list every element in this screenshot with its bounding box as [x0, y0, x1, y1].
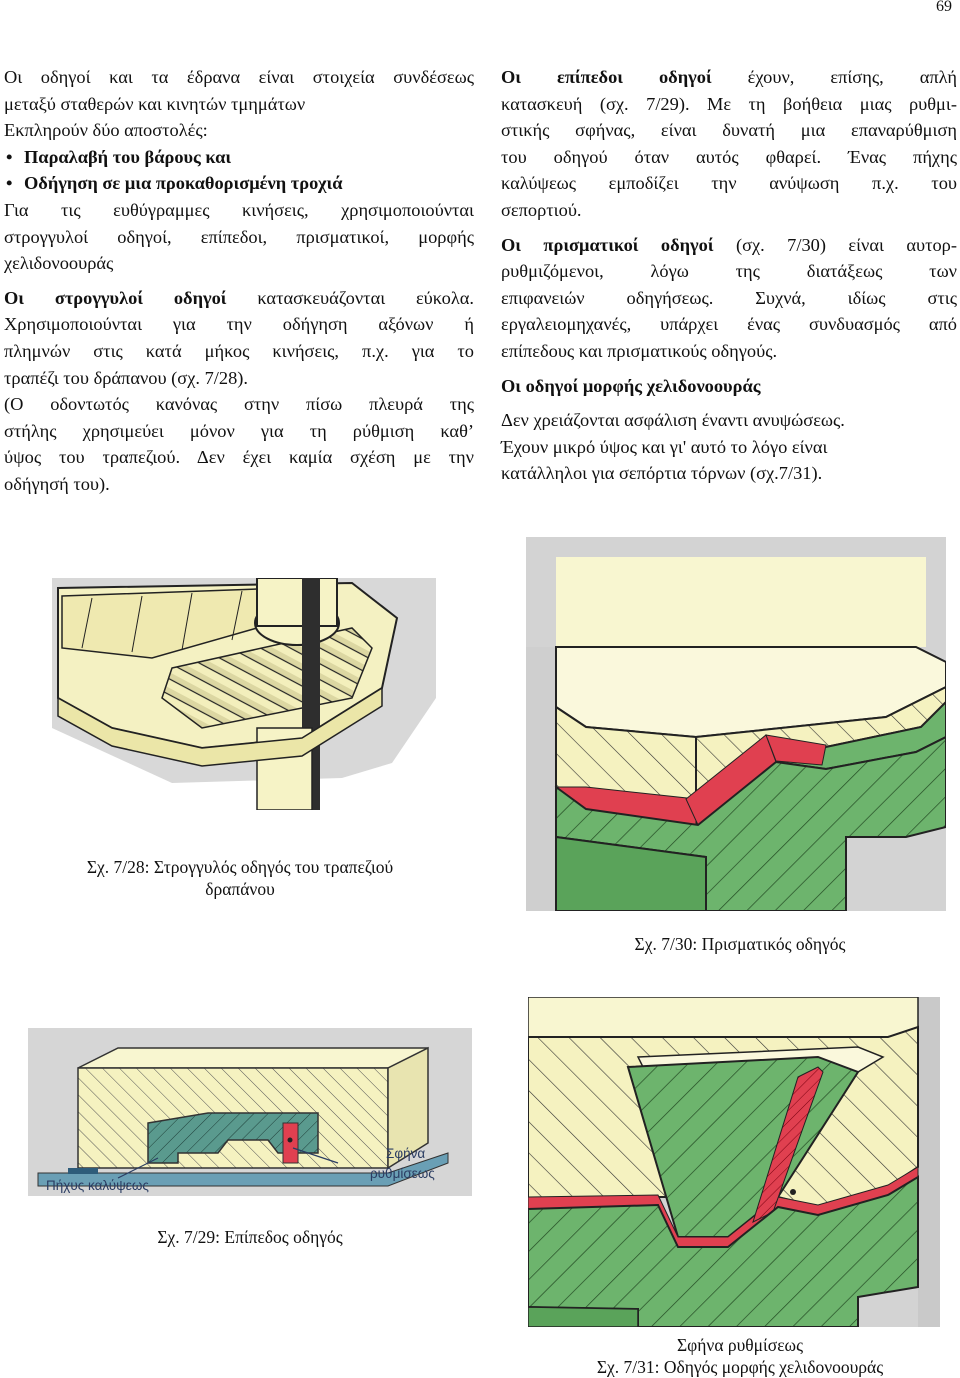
text-line: καλύψεως εμποδίζει την ανύψωση π.χ. του: [501, 173, 957, 194]
right-column: [501, 64, 957, 487]
text-line: Οι οδηγοί και τα έδρανα είναι στοιχεία συνδέσεως: [4, 67, 474, 87]
text-line: κατασκευή (σχ. 7/29). Με τη βοήθεια μιας ρυθμι-: [501, 93, 957, 114]
text-line: στήλης χρησιμεύει μόνον για τη ρύθμιση καθ’: [4, 420, 474, 441]
text-line: Οι επίπεδοι οδηγοί έχουν, επίσης, απλή: [501, 67, 957, 87]
bullet-item: • Οδήγηση σε μια προκαθορισμένη τροχιά: [4, 170, 474, 197]
figure-7-29-illustration: [28, 1028, 472, 1196]
text-line: Δεν χρειάζονται ασφάλιση έναντι ανυψώσεως.: [501, 410, 845, 431]
figure-7-28-caption: Σχ. 7/28: Στρογγυλός οδηγός του τραπεζιού δραπάνου: [86, 857, 394, 899]
figure-7-30-caption: Σχ. 7/30: Πρισματικός οδηγός: [634, 934, 846, 954]
text-line: ρυθμιζόμενοι, λόγω της διατάξεως των: [501, 261, 957, 282]
text-line: επιφανειών οδηγήσεως. Συχνά, ιδίως στις: [501, 287, 957, 308]
text-line: μεταξύ σταθερών και κινητών τμημάτων: [4, 93, 306, 114]
label-wedge-line2: ρυθμίσεως: [370, 1166, 435, 1181]
figure-7-30-illustration: [526, 537, 946, 911]
text-line: του οδηγού όταν αυτός φθαρεί. Ένας πήχης: [501, 146, 957, 167]
text-line: Εκπληρούν δύο αποστολές:: [4, 120, 208, 141]
page-number: 69: [936, 0, 952, 15]
text-line: ύψος του τραπεζιού. Δεν έχει καμία σχέση με την: [4, 447, 474, 468]
text-line: τραπέζι του δράπανου (σχ. 7/28).: [4, 367, 248, 388]
text-line: χελιδονοουράς: [4, 253, 114, 274]
left-column: [4, 64, 474, 498]
label-cover-strip: Πήχυς καλύψεως: [46, 1178, 149, 1193]
text-line: Οι πρισματικοί οδηγοί (σχ. 7/30) είναι αυτορ-: [501, 234, 957, 255]
section-heading: Οι οδηγοί μορφής χελιδονοουράς: [501, 375, 761, 396]
text-line: πλημνών στις κατά μήκος κινήσεις, π.χ. για το: [4, 340, 474, 361]
text-line: (Ο οδοντωτός κανόνας στην πίσω πλευρά της: [4, 394, 474, 415]
label-adjusting-wedge: Σφήνα ρυθμίσεως: [677, 1335, 803, 1355]
text-line: στρογγυλοί οδηγοί, επίπεδοι, πρισματικοί, μορφής: [4, 226, 474, 247]
text-line: επίπεδους και πρισματικούς οδηγούς.: [501, 340, 778, 361]
figure-7-29-caption: Σχ. 7/29: Επίπεδος οδηγός: [157, 1227, 343, 1247]
text-line: σεπορτιού.: [501, 199, 582, 220]
text-line: στικής σφήνας, είναι δυνατή μια επαναρύθμιση: [501, 120, 957, 141]
text-line: εργαλειομηχανές, υπάρχει ένας συνδυασμός από: [501, 314, 957, 335]
figure-7-28-illustration: [52, 578, 436, 810]
text-line: Για τις ευθύγραμμες κινήσεις, χρησιμοποιούνται: [4, 199, 474, 220]
bold-term: Οι στρογγυλοί οδηγοί: [4, 287, 227, 308]
text-line: Χρησιμοποιούνται για την οδήγηση αξόνων ή: [4, 314, 474, 335]
label-wedge-line1: Σφήνα: [386, 1146, 426, 1161]
text-line: οδήγησή του).: [4, 473, 110, 494]
figure-7-31-illustration: [528, 997, 940, 1327]
text-line: κατάλληλοι για σεπόρτια τόρνων (σχ.7/31).: [501, 463, 823, 484]
figure-7-31-caption: Σφήνα ρυθμίσεως Σχ. 7/31: Οδηγός μορφής χελιδονοουράς: [560, 1334, 920, 1378]
text-line: Οι στρογγυλοί οδηγοί κατασκευάζονται εύκολα.: [4, 287, 474, 308]
bold-term: Οι επίπεδοι οδηγοί: [501, 67, 712, 87]
bullet-item: • Παραλαβή του βάρους και: [4, 144, 474, 171]
bold-term: Οι πρισματικοί οδηγοί: [501, 234, 714, 255]
text-line: Έχουν μικρό ύψος και γι' αυτό το λόγο είναι: [501, 436, 828, 457]
